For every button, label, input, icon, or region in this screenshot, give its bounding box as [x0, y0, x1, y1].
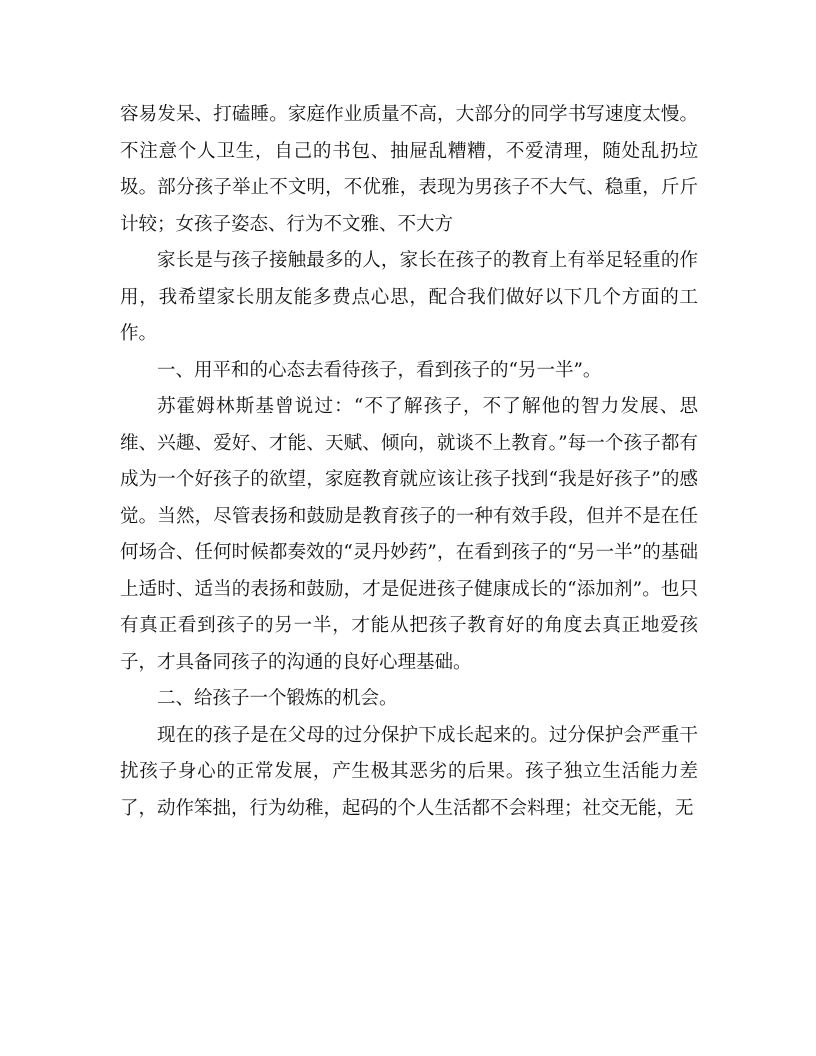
section-heading-1: 一、用平和的心态去看待孩子，看到孩子的“另一半”。 — [157, 359, 602, 381]
document-page — [120, 97, 698, 827]
paragraph-1: 容易发呆、打磕睡。家庭作业质量不高，大部分的同学书写速度太慢。不注意个人卫生，自己的书包、抽屉乱糟糟，不爱清理，随处乱扔垃圾。部分孩子举止不文明，不优雅，表现为男孩子不大气、稳重，斤斤计较；女孩子姿态、行为不文雅、不大方 — [120, 104, 698, 235]
section-heading-2: 二、给孩子一个锻炼的机会。 — [157, 688, 398, 709]
paragraph-3: 苏霍姆林斯基曾说过：“不了解孩子，不了解他的智力发展、思维、兴趣、爱好、才能、天赋、倾向，就谈不上教育。”每一个孩子都有成为一个好孩子的欲望，家庭教育就应该让孩子找到“我是好孩子”的感觉。当然，尽管表扬和鼓励是教育孩子的一种有效手段，但并不是在任何场合、任何时候都奏效的“灵丹妙药”，在看到孩子的“另一半”的基础上适时、适当的表扬和鼓励，才是促进孩子健康成长的“添加剂”。也只有真正看到孩子的另一半，才能从把孩子教育好的角度去真正地爱孩子，才具备同孩子的沟通的良好心理基础。 — [120, 396, 698, 673]
paragraph-4: 现在的孩子是在父母的过分保护下成长起来的。过分保护会严重干扰孩子身心的正常发展，产生极其恶劣的后果。孩子独立生活能力差了，动作笨拙，行为幼稚，起码的个人生活都不会料理；社交无能，无 — [120, 724, 698, 819]
paragraph-2: 家长是与孩子接触最多的人，家长在孩子的教育上有举足轻重的作用，我希望家长朋友能多费点心思，配合我们做好以下几个方面的工作。 — [120, 250, 698, 344]
